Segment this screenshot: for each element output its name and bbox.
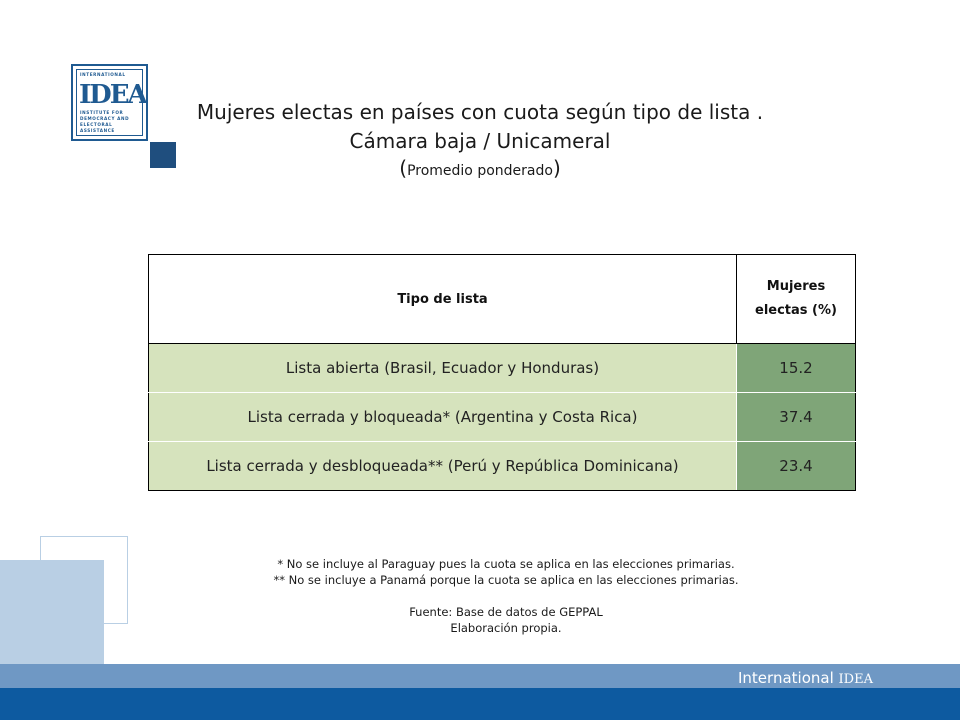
logo-side-line-2: DEMOCRACY AND bbox=[80, 116, 130, 121]
elaboration-line: Elaboración propia. bbox=[450, 621, 562, 635]
footnote-1: * No se incluye al Paraguay pues la cuota se aplica en las elecciones primarias. bbox=[277, 557, 735, 571]
table-row bbox=[149, 393, 856, 442]
row-value: 23.4 bbox=[737, 442, 856, 491]
table-row bbox=[149, 442, 856, 491]
header-mujeres-electas bbox=[737, 255, 856, 344]
row-value: 37.4 bbox=[737, 393, 856, 442]
footer-brand-prefix: International bbox=[738, 669, 839, 687]
title-paren-open: ( bbox=[399, 156, 408, 180]
title-line-3 bbox=[0, 156, 960, 180]
logo-top-text: INTERNATIONAL bbox=[80, 72, 126, 77]
footer-brand-suffix: IDEA bbox=[838, 672, 873, 687]
table-row bbox=[149, 344, 856, 393]
title-paren-close: ) bbox=[552, 156, 561, 180]
header-tipo-de-lista: Tipo de lista bbox=[149, 255, 737, 344]
results-table bbox=[148, 254, 856, 491]
table-header-row bbox=[149, 255, 856, 344]
title-subtitle: Promedio ponderado bbox=[407, 163, 553, 179]
row-value: 15.2 bbox=[737, 344, 856, 393]
footer-band-dark bbox=[0, 688, 960, 720]
logo-side-line-1: INSTITUTE FOR bbox=[80, 110, 124, 115]
logo-acronym: IDEA bbox=[79, 80, 146, 110]
header-mujeres-electas-text: Mujeres electas (%) bbox=[755, 279, 837, 318]
footnote-2: ** No se incluye a Panamá porque la cuota se aplica en las elecciones primarias. bbox=[273, 573, 739, 587]
source-line: Fuente: Base de datos de GEPPAL bbox=[409, 605, 603, 619]
footer-brand bbox=[738, 669, 873, 687]
logo-side-line-4: ASSISTANCE bbox=[80, 128, 115, 133]
title-line-1: Mujeres electas en países con cuota según tipo de lista . bbox=[196, 100, 764, 124]
row-label: Lista cerrada y bloqueada* (Argentina y Costa Rica) bbox=[149, 393, 737, 442]
logo-side-line-3: ELECTORAL bbox=[80, 122, 113, 127]
row-label: Lista cerrada y desbloqueada** (Perú y República Dominicana) bbox=[149, 442, 737, 491]
title-line-2: Cámara baja / Unicameral bbox=[349, 129, 611, 153]
row-label: Lista abierta (Brasil, Ecuador y Honduras) bbox=[149, 344, 737, 393]
